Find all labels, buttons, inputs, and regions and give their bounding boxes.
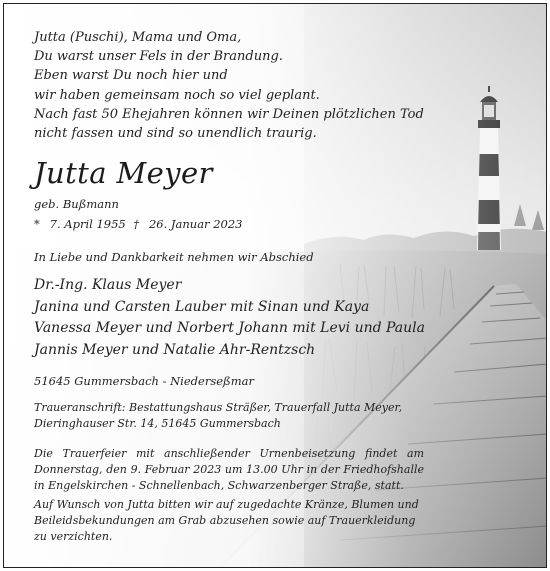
birth-symbol: * [34, 217, 40, 231]
deceased-name: Jutta Meyer [34, 156, 213, 190]
poem [34, 28, 424, 143]
death-symbol: † [133, 217, 140, 231]
birth-date: 7. April 1955 [49, 217, 126, 231]
poem-line: wir haben gemeinsam noch so viel geplant. [34, 87, 320, 103]
family-member: Jannis Meyer und Natalie Ahr-Rentzsch [34, 341, 316, 358]
farewell-line: In Liebe und Dankbarkeit nehmen wir Abschied [34, 250, 314, 264]
poem-line: Jutta (Puschi), Mama und Oma, [34, 30, 242, 45]
poem-line: nicht fassen und sind so unendlich traurig. [34, 125, 317, 141]
poem-line: Du warst unser Fels in der Brandung. [34, 49, 283, 65]
family-member: Dr.-Ing. Klaus Meyer [34, 277, 182, 293]
address-line: Traueranschrift: Bestattungshaus Sträßer, Trauerfall Jutta Meyer, [34, 401, 403, 414]
poem-line: Eben warst Du noch hier und [34, 68, 228, 84]
poem-line: Nach fast 50 Ehejahren können wir Deinen plötzlichen Tod [34, 106, 424, 122]
wish-line: Auf Wunsch von Jutta bitten wir auf zugedachte Kränze, Blumen und [34, 498, 419, 511]
place-line: 51645 Gummersbach - Niederseßmar [34, 374, 254, 388]
family-member: Vanessa Meyer und Norbert Johann mit Levi und Paula [34, 320, 425, 336]
wish-line: Beileidsbekundungen am Grab abzusehen sowie auf Trauerkleidung [34, 513, 416, 527]
death-date: 26. Januar 2023 [148, 217, 243, 231]
ceremony-info [34, 446, 424, 493]
wish-line: zu verzichten. [34, 529, 113, 543]
family-list [34, 275, 425, 361]
ceremony-line: Donnerstag, den 9. Februar 2023 um 13.00 Uhr in der Friedhofshalle [34, 462, 424, 476]
mourning-address [34, 400, 402, 432]
address-line: Dieringhauser Str. 14, 51645 Gummersbach [34, 416, 281, 430]
life-dates [34, 217, 242, 231]
family-member: Janina und Carsten Lauber mit Sinan und Kaya [34, 298, 370, 315]
family-wish [34, 497, 419, 544]
birth-name: geb. Bußmann [34, 197, 119, 211]
ceremony-line: in Engelskirchen - Schnellenbach, Schwarzenberger Straße, statt. [34, 478, 404, 492]
ceremony-line: Die Trauerfeier mit anschließender Urnenbeisetzung findet am [34, 447, 424, 460]
notice-frame [3, 3, 547, 568]
